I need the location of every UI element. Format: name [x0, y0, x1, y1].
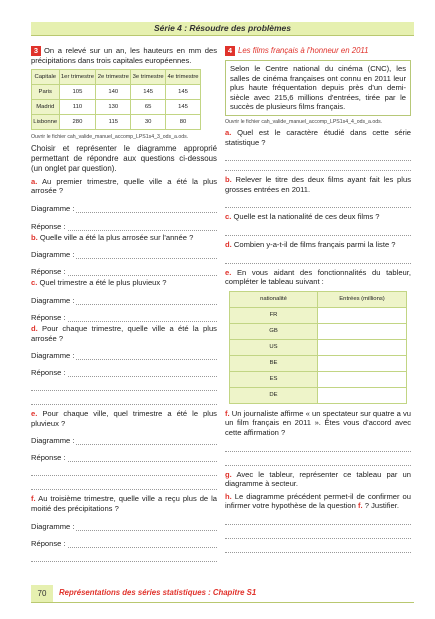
ex4-file-link[interactable]: Ouvrir le fichier cah_valide_manuel_accomp_LPS1s4_4_ods_a.ods.	[225, 118, 383, 125]
ex4-question-g	[225, 470, 411, 489]
table-cell: Paris	[32, 84, 60, 99]
table-row	[230, 307, 407, 323]
response-answer-line[interactable]	[31, 448, 217, 462]
table-row	[32, 99, 201, 114]
response-label: Réponse :	[31, 453, 66, 463]
table-row	[230, 371, 407, 387]
answer-line[interactable]	[225, 438, 411, 452]
response-label: Réponse :	[31, 312, 66, 322]
table-header-cell: 3e trimestre	[131, 69, 166, 84]
entries-input-cell[interactable]	[318, 355, 407, 371]
nationality-table	[229, 291, 407, 404]
table-header-cell: Capitale	[32, 69, 60, 84]
answer-line[interactable]	[225, 539, 411, 553]
ex3-intro-paragraph	[31, 46, 217, 66]
question-letter: a.	[225, 127, 232, 137]
entries-input-cell[interactable]	[318, 323, 407, 339]
table-cell: 110	[59, 99, 96, 114]
ex4-question-d	[225, 240, 411, 250]
table-cell: GB	[230, 323, 318, 339]
table-row	[230, 339, 407, 355]
diagram-label: Diagramme :	[31, 295, 75, 305]
ex4-question-a	[225, 128, 411, 147]
response-answer-line[interactable]	[31, 262, 217, 276]
response-label: Réponse :	[31, 538, 66, 548]
question-letter: d.	[31, 323, 38, 333]
question-letter: g.	[225, 469, 232, 479]
question-letter: f.	[225, 408, 230, 418]
entries-input-cell[interactable]	[318, 371, 407, 387]
answer-line[interactable]	[225, 250, 411, 264]
chapter-title: Représentations des séries statistiques : Chapitre S1	[59, 588, 257, 597]
answer-line[interactable]	[225, 147, 411, 161]
table-row	[32, 84, 201, 99]
response-answer-line[interactable]	[31, 308, 217, 322]
question-letter: h.	[225, 491, 232, 501]
table-cell: 280	[59, 114, 96, 129]
table-header-cell: Entrées (millions)	[318, 291, 407, 307]
question-letter: a.	[31, 176, 38, 186]
answer-line[interactable]	[31, 548, 217, 562]
diagram-label: Diagramme :	[31, 521, 75, 531]
diagram-answer-line[interactable]	[31, 291, 217, 305]
series-title: Série 4 : Résoudre des problèmes	[154, 23, 291, 33]
ex4-question-h	[225, 492, 411, 511]
table-row	[230, 355, 407, 371]
table-cell: 30	[131, 114, 166, 129]
question-text: Relever le titre des deux films ayant fait les plus grosses entrées en 2011.	[225, 175, 411, 194]
table-cell: Madrid	[32, 99, 60, 114]
ex4-context-text: Selon le Centre national du cinéma (CNC), les salles de cinéma françaises ont connu en 2011 leur plus haute fréquentation depuis près d'un demi-siècle avec 215,6 millions d'entrées, tirée par le succès de plusieurs films français.	[230, 64, 406, 112]
precipitation-table	[31, 69, 201, 130]
question-reference: f.	[357, 501, 363, 511]
diagram-label: Diagramme :	[31, 250, 75, 260]
table-header-cell: 1er trimestre	[59, 69, 96, 84]
question-text: En vous aidant des fonctionnalités du tableur, compléter le tableau suivant :	[225, 267, 411, 287]
page-number: 70	[31, 585, 53, 603]
ex4-question-b	[225, 175, 411, 194]
table-cell: 80	[166, 114, 201, 129]
question-letter: c.	[31, 278, 38, 288]
ex3-question-f	[31, 494, 217, 513]
question-text: Quel trimestre a été le plus pluvieux ?	[39, 278, 167, 288]
ex4-title: Les films français à l'honneur en 2011	[238, 46, 369, 55]
ex3-instructions: Choisir et représenter le diagramme approprié permettant de répondre aux questions ci-dessous (un onglet par question).	[31, 143, 217, 173]
ex4-context-box	[225, 60, 411, 116]
table-header-cell: nationalité	[230, 291, 318, 307]
entries-input-cell[interactable]	[318, 387, 407, 403]
diagram-answer-line[interactable]	[31, 517, 217, 531]
question-text: Pour chaque ville, quel trimestre a été le plus pluvieux ?	[31, 409, 217, 428]
table-cell: BE	[230, 355, 318, 371]
table-cell: Lisbonne	[32, 114, 60, 129]
question-letter: d.	[225, 239, 232, 249]
ex4-question-f	[225, 409, 411, 438]
table-cell: DE	[230, 387, 318, 403]
table-cell: 145	[166, 99, 201, 114]
entries-input-cell[interactable]	[318, 307, 407, 323]
answer-line[interactable]	[31, 377, 217, 391]
table-cell: 145	[131, 84, 166, 99]
page-footer	[31, 585, 414, 603]
exercise-3	[31, 46, 217, 562]
question-letter: f.	[31, 494, 36, 504]
ex3-question-e	[31, 409, 217, 428]
table-cell: 65	[131, 99, 166, 114]
table-cell: ES	[230, 371, 318, 387]
answer-line[interactable]	[225, 452, 411, 466]
response-answer-line[interactable]	[31, 217, 217, 231]
table-cell: 145	[166, 84, 201, 99]
series-header	[31, 22, 414, 36]
ex3-question-a	[31, 177, 217, 196]
question-letter: b.	[31, 232, 38, 242]
diagram-label: Diagramme :	[31, 351, 75, 361]
question-letter: e.	[31, 409, 38, 419]
ex3-intro: On a relevé sur un an, les hauteurs en mm des précipitations dans trois capitales européennes.	[31, 46, 217, 65]
ex4-title-line	[225, 46, 411, 56]
ex3-number-badge: 3	[31, 46, 41, 56]
diagram-answer-line[interactable]	[31, 346, 217, 360]
answer-line[interactable]	[225, 161, 411, 171]
response-label: Réponse :	[31, 368, 66, 378]
diagram-answer-line[interactable]	[31, 431, 217, 445]
diagram-label: Diagramme :	[31, 436, 75, 446]
question-text: Au premier trimestre, quelle ville a été la plus arrosée ?	[31, 176, 217, 196]
table-cell: US	[230, 339, 318, 355]
question-letter: b.	[225, 175, 232, 185]
table-cell: FR	[230, 307, 318, 323]
table-header-cell: 2e trimestre	[96, 69, 131, 84]
ex3-file-link[interactable]: Ouvrir le fichier cah_valide_manuel_accomp_LPS1s4_3_ods_a.ods.	[31, 133, 189, 140]
response-label: Réponse :	[31, 267, 66, 277]
ex4-question-e	[225, 268, 411, 287]
response-answer-line[interactable]	[31, 534, 217, 548]
ex4-number-badge: 4	[225, 46, 235, 56]
ex3-question-d	[31, 324, 217, 343]
question-text: Pour chaque trimestre, quelle ville a été la plus arrosée ?	[31, 323, 217, 343]
table-row	[230, 387, 407, 403]
answer-line[interactable]	[225, 511, 411, 525]
question-text: Quel est le caractère étudié dans cette série statistique ?	[225, 127, 411, 147]
entries-input-cell[interactable]	[318, 339, 407, 355]
table-row	[32, 114, 201, 129]
answer-line[interactable]	[225, 194, 411, 208]
table-header-row	[32, 69, 201, 84]
question-text: Combien y-a-t-il de films français parmi la liste ?	[233, 239, 396, 249]
question-text: Avec le tableur, représenter ce tableau par un diagramme à secteur.	[225, 469, 411, 489]
ex4-question-c	[225, 212, 411, 222]
diagram-answer-line[interactable]	[31, 199, 217, 213]
answer-line[interactable]	[225, 222, 411, 236]
question-text: Un journaliste affirme « un spectateur sur quatre a vu un film français en 2011 ». Êtes vous d'accord avec cette affirmation ?	[225, 408, 411, 437]
question-letter: c.	[225, 212, 232, 222]
table-header-cell: 4e trimestre	[166, 69, 201, 84]
answer-line[interactable]	[31, 391, 217, 405]
table-cell: 130	[96, 99, 131, 114]
table-row	[230, 323, 407, 339]
diagram-label: Diagramme :	[31, 203, 75, 213]
answer-line[interactable]	[31, 462, 217, 476]
response-answer-line[interactable]	[31, 363, 217, 377]
question-tail: ? Justifier.	[364, 501, 399, 511]
question-text: Au troisième trimestre, quelle ville a reçu plus de la moitié des précipitations ?	[31, 494, 217, 513]
answer-line[interactable]	[31, 476, 217, 490]
table-cell: 105	[59, 84, 96, 99]
question-text: Quelle ville a été la plus arrosée sur l'année ?	[39, 232, 194, 242]
question-letter: e.	[225, 267, 232, 277]
answer-line[interactable]	[225, 525, 411, 539]
table-cell: 115	[96, 114, 131, 129]
footer-divider	[31, 602, 414, 603]
question-text: Le diagramme précédent permet-il de confirmer ou infirmer votre hypothèse de la question	[225, 491, 411, 511]
table-header-row	[230, 291, 407, 307]
diagram-answer-line[interactable]	[31, 245, 217, 259]
table-cell: 140	[96, 84, 131, 99]
response-label: Réponse :	[31, 221, 66, 231]
question-text: Quelle est la nationalité de ces deux films ?	[233, 212, 380, 222]
ex3-question-b	[31, 233, 217, 243]
exercise-4	[225, 46, 411, 553]
ex3-question-c	[31, 278, 217, 288]
